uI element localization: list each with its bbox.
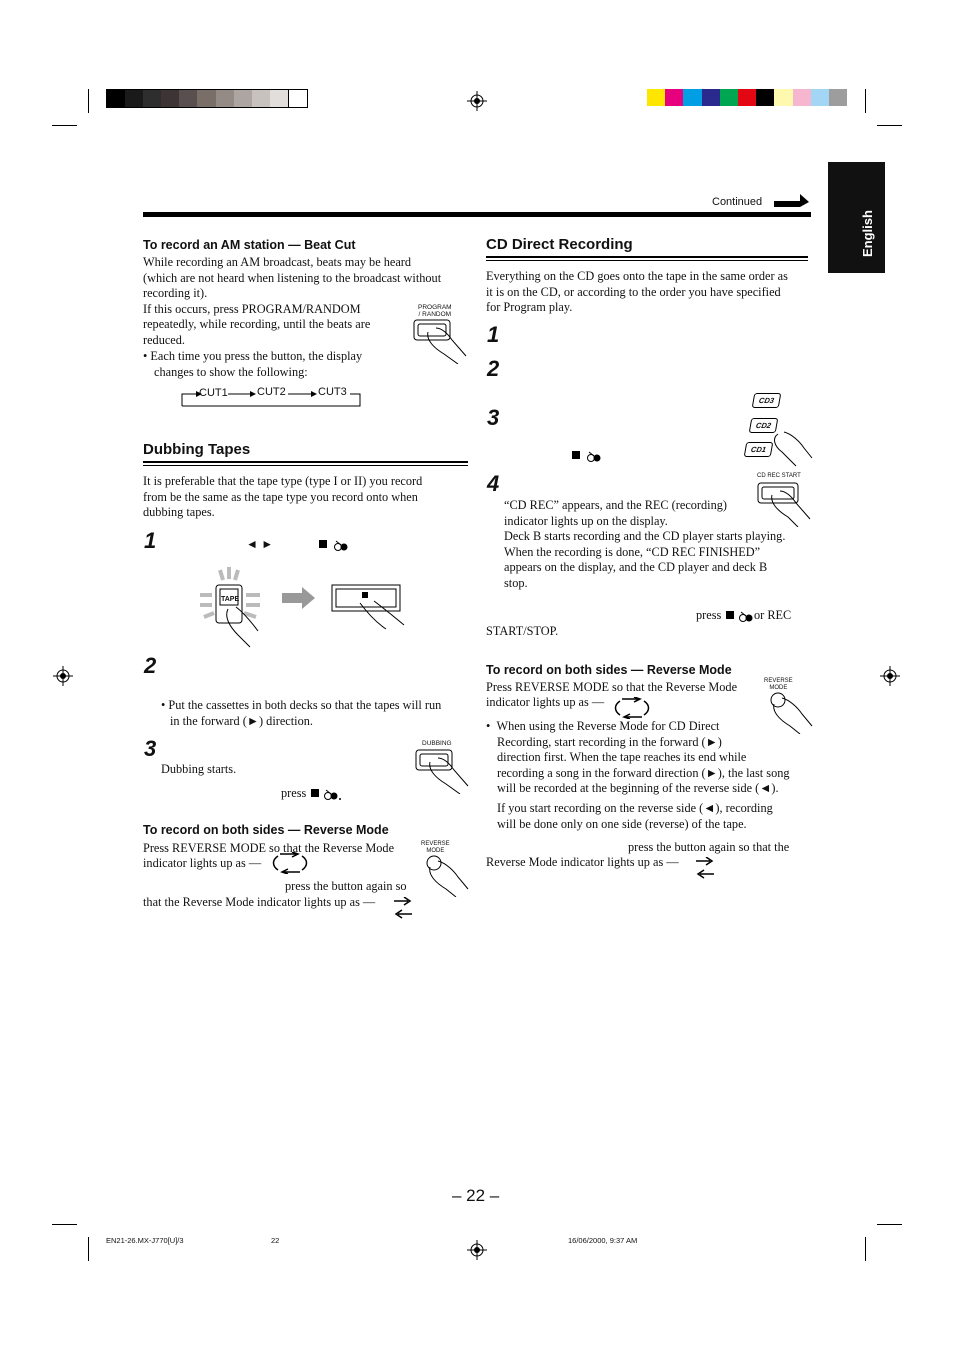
dubbing-press-text: press	[281, 786, 307, 800]
crop-mark	[865, 1237, 866, 1261]
gray-swatch	[161, 90, 179, 107]
crop-mark	[877, 125, 902, 126]
cut3-label: CUT3	[318, 386, 347, 398]
stop-button-illustration	[330, 583, 408, 635]
crop-mark	[52, 125, 77, 126]
dubbing-intro: It is preferable that the tape type (type I or II) you record from be the same as the tape type you record onto when dubbing tapes.	[143, 474, 423, 520]
registration-mark-icon	[880, 666, 900, 686]
clear-icon	[323, 789, 343, 801]
right-reverse-line-1: Press REVERSE MODE so that the Reverse Mode	[486, 680, 738, 694]
color-swatch	[829, 89, 847, 106]
cd2-button: CD2	[749, 418, 779, 433]
right-reverse-line-2: indicator lights up as —	[486, 695, 605, 709]
stop-square-icon	[319, 540, 327, 548]
stop-square-icon	[572, 451, 580, 459]
cut2-label: CUT2	[257, 386, 286, 398]
tape-button-illustration	[198, 565, 268, 649]
left-reverse-line-3: press the button again so	[285, 879, 407, 893]
left-reverse-line-4: that the Reverse Mode indicator lights up as —	[143, 895, 376, 909]
footer-page-ref: 22	[271, 1236, 280, 1245]
crop-mark	[877, 1224, 902, 1225]
gray-swatch	[125, 90, 143, 107]
cd-step-3-number: 3	[487, 405, 500, 430]
crop-mark	[88, 1237, 89, 1261]
right-reverse-mode-heading: To record on both sides — Reverse Mode	[486, 663, 732, 677]
dubbing-heading-rule	[143, 465, 468, 466]
clear-icon	[586, 451, 602, 463]
crop-mark	[88, 89, 89, 113]
left-reverse-mode-heading: To record on both sides — Reverse Mode	[143, 823, 389, 837]
reverse-loop-icon	[272, 852, 308, 874]
clear-icon	[333, 540, 349, 552]
beat-cut-bullet: • Each time you press the button, the display changes to show the following:	[143, 349, 363, 379]
one-way-arrows-icon	[696, 857, 714, 879]
footer-timestamp: 16/06/2000, 9:37 AM	[568, 1236, 638, 1245]
language-tab-label: English	[860, 210, 875, 257]
dubbing-step-3-number: 3	[144, 736, 157, 761]
one-way-arrows-icon	[394, 897, 412, 919]
color-swatch	[774, 89, 792, 106]
color-swatch	[683, 89, 701, 106]
cd-step-1-number: 1	[487, 322, 500, 347]
gray-swatch	[216, 90, 234, 107]
left-reverse-button-icon	[424, 855, 470, 897]
dubbing-tapes-heading: Dubbing Tapes	[143, 441, 251, 458]
continued-arrow-icon	[774, 192, 810, 208]
cd-step-4-text: “CD REC” appears, and the REC (recording) indicator lights up on the display. Deck B starts recording and the CD player starts playing. When the recording is done, “CD REC FINISHED” appears on the display, and the CD player and deck B stop.	[504, 498, 786, 590]
cd-step-2-number: 2	[487, 356, 500, 381]
color-swatch	[756, 89, 774, 106]
dubbing-step-2-bullet: • Put the cassettes in both decks so that the tapes will run in the forward (►) direction.	[161, 698, 442, 728]
continued-label: Continued	[712, 196, 763, 208]
color-swatch	[702, 89, 720, 106]
cd-heading-rule	[486, 256, 808, 258]
color-swatch	[793, 89, 811, 106]
dubbing-heading-rule	[143, 461, 468, 463]
beat-cut-paragraph: While recording an AM broadcast, beats may be heard (which are not heard when listening to the broadcast without recording it). If this occurs, press PROGRAM/RANDOM repeatedly, while recording, until the beats are reduced.	[143, 255, 442, 347]
gray-swatch	[197, 90, 215, 107]
cd-or-rec-text: or REC	[754, 608, 792, 622]
cd3-button: CD3	[752, 393, 782, 408]
reverse-loop-icon	[614, 697, 650, 719]
cd-step-4-number: 4	[487, 471, 500, 496]
registration-mark-icon	[53, 666, 73, 686]
right-reverse-button-label: REVERSE MODE	[764, 678, 793, 691]
tape-button-label: TAPE	[221, 596, 240, 603]
cd-start-stop-text: START/STOP.	[486, 624, 559, 638]
gray-swatch	[107, 90, 125, 107]
color-calibration-bar	[647, 89, 847, 106]
color-swatch	[720, 89, 738, 106]
right-reverse-extra: If you start recording on the reverse side (◄), recording will be done only on one side (reverse) of the tape.	[497, 801, 773, 831]
gray-calibration-bar	[106, 89, 308, 108]
cd-direct-intro: Everything on the CD goes onto the tape in the same order as it is on the CD, or according to the order you have specified for Program play.	[486, 269, 788, 315]
top-rule	[143, 212, 811, 217]
stop-square-icon	[311, 789, 319, 797]
tape-direction-symbols: ◄ ►	[246, 537, 274, 551]
crop-mark	[52, 1224, 77, 1225]
left-reverse-line-2: indicator lights up as —	[143, 856, 262, 870]
stop-square-icon	[726, 611, 734, 619]
cd-press-text: press	[696, 608, 722, 622]
beat-cut-heading: To record an AM station — Beat Cut	[143, 238, 356, 252]
registration-mark-icon	[467, 1240, 487, 1260]
crop-mark	[865, 89, 866, 113]
right-reverse-line-last: Reverse Mode indicator lights up as —	[486, 855, 679, 869]
dubbing-button-label: DUBBING	[422, 740, 452, 747]
footer-file-name: EN21-26.MX-J770[U]/3	[106, 1236, 184, 1245]
gray-swatch	[234, 90, 252, 107]
cd-heading-rule	[486, 260, 808, 261]
program-random-button-label: PROGRAM / RANDOM	[418, 304, 452, 318]
dubbing-step-2-number: 2	[144, 653, 157, 678]
program-random-button-icon	[412, 318, 470, 364]
right-reverse-bullet: • When using the Reverse Mode for CD Direct Recording, start recording in the forward (►) direction first. When the tape reaches its end while recording a song in the forward direction (►), the last song will be recorded at the beginning of the reverse side (◄).	[486, 719, 790, 796]
cd1-button: CD1	[744, 442, 774, 457]
color-swatch	[665, 89, 683, 106]
language-tab	[828, 162, 885, 273]
right-arrow-icon	[282, 587, 316, 609]
dubbing-starts-text: Dubbing starts.	[161, 762, 237, 776]
color-swatch	[738, 89, 756, 106]
registration-mark-icon	[467, 91, 487, 111]
clear-icon	[738, 611, 754, 623]
left-reverse-line-1: Press REVERSE MODE so that the Reverse Mode	[143, 841, 395, 855]
dubbing-button-icon	[414, 748, 472, 794]
gray-swatch	[288, 90, 307, 107]
page-number: – 22 –	[452, 1186, 500, 1205]
left-reverse-button-label: REVERSE MODE	[421, 841, 450, 854]
cd-direct-recording-heading: CD Direct Recording	[486, 236, 633, 253]
cut1-label: CUT1	[199, 387, 228, 399]
color-swatch	[811, 89, 829, 106]
gray-swatch	[270, 90, 288, 107]
right-reverse-line-again: press the button again so that the	[628, 840, 790, 854]
gray-swatch	[143, 90, 161, 107]
dubbing-step-1-number: 1	[144, 528, 157, 553]
gray-swatch	[179, 90, 197, 107]
cd-rec-start-label: CD REC START	[757, 473, 801, 479]
finger-pointer-icon	[770, 430, 814, 468]
gray-swatch	[252, 90, 270, 107]
color-swatch	[647, 89, 665, 106]
